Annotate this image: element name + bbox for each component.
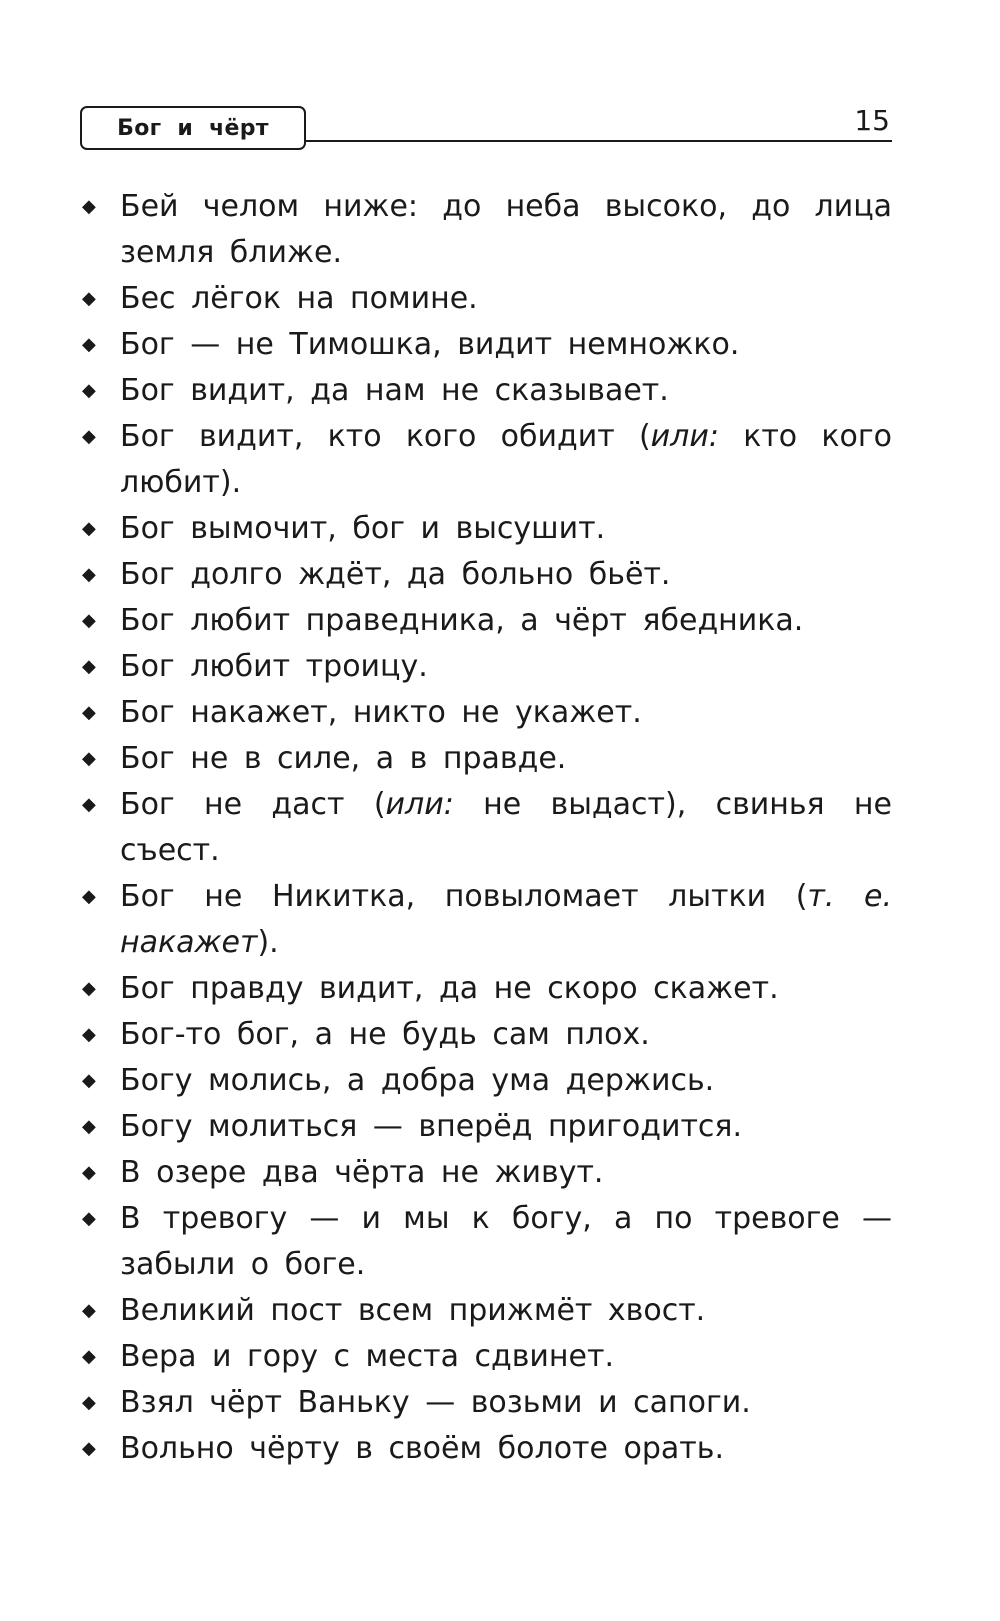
proverb-text: Бес лёгок на помине. xyxy=(120,281,478,316)
bullet-icon: ◆ xyxy=(82,1162,96,1183)
proverb-text: Бог видит, кто кого обидит ( xyxy=(120,419,651,454)
proverb-text: Бог правду видит, да не скоро скажет. xyxy=(120,971,779,1006)
proverb-italic: т. е. накажет xyxy=(120,879,893,960)
bullet-icon: ◆ xyxy=(82,518,96,539)
bullet-icon: ◆ xyxy=(82,1070,96,1091)
bullet-icon: ◆ xyxy=(82,1024,96,1045)
bullet-icon: ◆ xyxy=(82,978,96,999)
bullet-icon: ◆ xyxy=(82,794,96,815)
proverb-text: Бог-то бог, а не будь сам плох. xyxy=(120,1017,650,1052)
list-item xyxy=(80,598,892,644)
list-item xyxy=(80,644,892,690)
header-rule xyxy=(304,140,892,142)
proverb-text: Богу молиться — вперёд пригодится. xyxy=(120,1109,743,1144)
proverb-list xyxy=(80,184,892,1472)
list-item xyxy=(80,414,892,506)
bullet-icon: ◆ xyxy=(82,334,96,355)
list-item xyxy=(80,690,892,736)
list-item xyxy=(80,736,892,782)
proverb-text: В озере два чёрта не живут. xyxy=(120,1155,604,1190)
bullet-icon: ◆ xyxy=(82,288,96,309)
bullet-icon: ◆ xyxy=(82,656,96,677)
bullet-icon: ◆ xyxy=(82,380,96,401)
bullet-icon: ◆ xyxy=(82,564,96,585)
list-item xyxy=(80,874,892,966)
list-item xyxy=(80,552,892,598)
proverb-text: Бог вымочит, бог и высушит. xyxy=(120,511,606,546)
list-item xyxy=(80,1426,892,1472)
list-item xyxy=(80,184,892,276)
list-item xyxy=(80,1104,892,1150)
bullet-icon: ◆ xyxy=(82,1116,96,1137)
proverb-text: не выдаст), свинья не съест. xyxy=(120,787,892,868)
proverb-text: Бог не Никитка, повыломает лытки ( xyxy=(120,879,808,914)
proverb-text: Вольно чёрту в своём болоте орать. xyxy=(120,1431,724,1466)
page-header xyxy=(80,106,892,154)
bullet-icon: ◆ xyxy=(82,1208,96,1229)
bullet-icon: ◆ xyxy=(82,1392,96,1413)
proverb-italic: или: xyxy=(385,787,454,822)
list-item xyxy=(80,1150,892,1196)
page-number: 15 xyxy=(854,104,890,137)
proverb-text: Бей челом ниже: до неба высоко, до лица земля ближе. xyxy=(120,189,892,270)
proverb-text: Бог не в силе, а в правде. xyxy=(120,741,567,776)
list-item xyxy=(80,1058,892,1104)
section-title: Бог и чёрт xyxy=(80,106,306,150)
bullet-icon: ◆ xyxy=(82,702,96,723)
proverb-text: В тревогу — и мы к богу, а по тревоге — забыли о боге. xyxy=(120,1201,892,1282)
proverb-text: Бог любит троицу. xyxy=(120,649,428,684)
bullet-icon: ◆ xyxy=(82,1346,96,1367)
bullet-icon: ◆ xyxy=(82,610,96,631)
list-item xyxy=(80,1196,892,1288)
proverb-text: Бог не даст ( xyxy=(120,787,386,822)
bullet-icon: ◆ xyxy=(82,196,96,217)
list-item xyxy=(80,1380,892,1426)
proverb-text: Бог видит, да нам не сказывает. xyxy=(120,373,669,408)
bullet-icon: ◆ xyxy=(82,1438,96,1459)
list-item xyxy=(80,966,892,1012)
proverb-text: кто кого любит). xyxy=(120,419,892,500)
bullet-icon: ◆ xyxy=(82,886,96,907)
proverb-text: ). xyxy=(257,925,279,960)
list-item xyxy=(80,1012,892,1058)
proverb-text: Бог — не Тимошка, видит немножко. xyxy=(120,327,740,362)
proverb-text: Вера и гору с места сдвинет. xyxy=(120,1339,614,1374)
bullet-icon: ◆ xyxy=(82,426,96,447)
proverb-italic: или: xyxy=(650,419,719,454)
list-item xyxy=(80,322,892,368)
proverb-text: Бог долго ждёт, да больно бьёт. xyxy=(120,557,671,592)
proverb-text: Бог накажет, никто не укажет. xyxy=(120,695,642,730)
bullet-icon: ◆ xyxy=(82,1300,96,1321)
proverb-text: Богу молись, а добра ума держись. xyxy=(120,1063,715,1098)
proverb-text: Взял чёрт Ваньку — возьми и сапоги. xyxy=(120,1385,751,1420)
list-item xyxy=(80,1334,892,1380)
bullet-icon: ◆ xyxy=(82,748,96,769)
proverb-text: Великий пост всем прижмёт хвост. xyxy=(120,1293,706,1328)
list-item xyxy=(80,506,892,552)
list-item xyxy=(80,782,892,874)
list-item xyxy=(80,276,892,322)
proverb-text: Бог любит праведника, а чёрт ябедника. xyxy=(120,603,804,638)
list-item xyxy=(80,1288,892,1334)
list-item xyxy=(80,368,892,414)
